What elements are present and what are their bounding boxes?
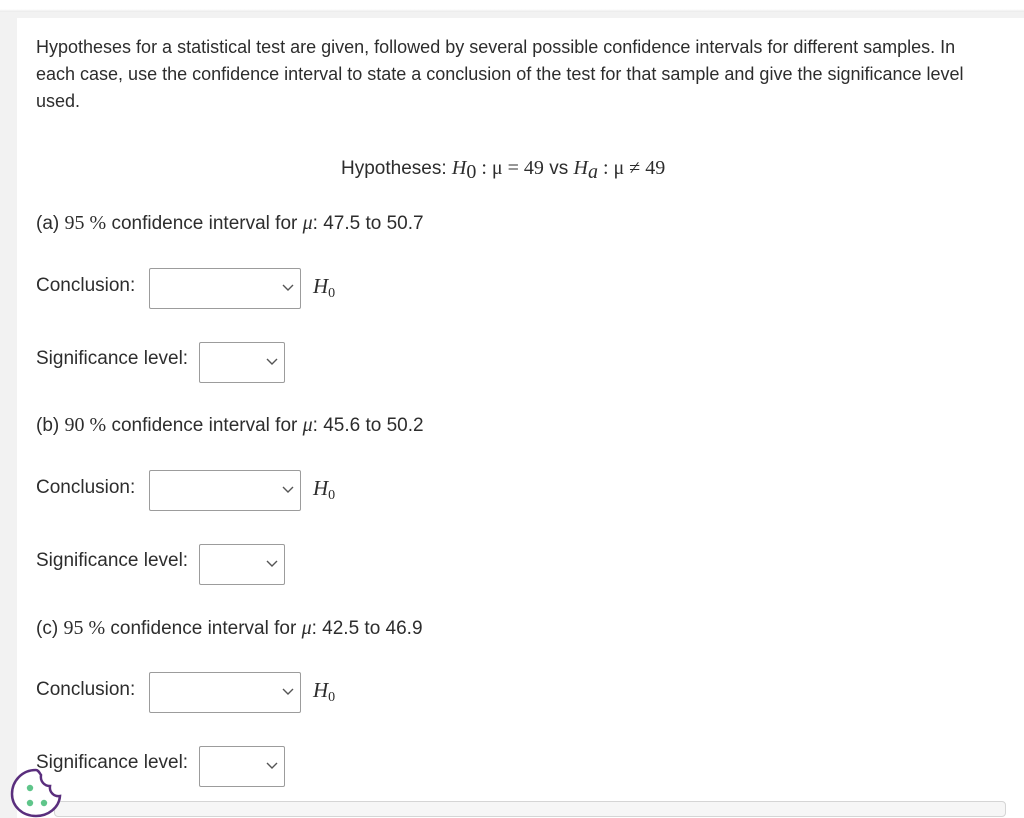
conclusion-label: Conclusion: bbox=[36, 275, 136, 296]
cookie-icon[interactable] bbox=[8, 766, 64, 818]
h0-symbol: H bbox=[313, 274, 329, 298]
part-letter: (b) bbox=[36, 415, 65, 436]
h0-symbol: H bbox=[313, 476, 329, 500]
part-letter: (a) bbox=[36, 213, 65, 234]
part-c-significance-select[interactable] bbox=[199, 746, 285, 787]
interval-text: confidence interval for bbox=[106, 213, 303, 234]
part-a-conclusion-select[interactable] bbox=[149, 268, 301, 309]
mu-symbol: μ bbox=[302, 414, 313, 436]
hypotheses-vs: vs bbox=[543, 158, 574, 179]
chevron-down-icon bbox=[281, 280, 295, 294]
chevron-down-icon bbox=[265, 556, 279, 570]
significance-label: Significance level: bbox=[36, 348, 189, 369]
part-a-significance-select[interactable] bbox=[199, 342, 285, 383]
part-c-conclusion-select[interactable] bbox=[149, 672, 301, 713]
question-card bbox=[17, 18, 1024, 818]
part-b-significance-select[interactable] bbox=[199, 544, 285, 585]
interval-text: confidence interval for bbox=[105, 618, 302, 639]
h0-reference bbox=[313, 274, 335, 299]
significance-label: Significance level: bbox=[36, 550, 189, 571]
chevron-down-icon bbox=[281, 684, 295, 698]
confidence-percent: 95 % bbox=[64, 212, 107, 234]
h0-symbol: H bbox=[313, 678, 329, 702]
top-shadow-bar bbox=[0, 0, 1024, 12]
chevron-down-icon bbox=[265, 758, 279, 772]
ha-subscript: a bbox=[587, 161, 598, 183]
interval-text: confidence interval for bbox=[106, 415, 303, 436]
conclusion-label: Conclusion: bbox=[36, 477, 136, 498]
question-intro: Hypotheses for a statistical test are given, followed by several possible confidence intervals for different samples. In each case, use the confidence interval to state a conclusion of the test for that sample and give the significance level used. bbox=[36, 37, 964, 111]
ha-symbol: H bbox=[573, 157, 588, 179]
h0-subscript: 0 bbox=[466, 161, 477, 183]
interval-range: : 47.5 to 50.7 bbox=[312, 213, 424, 234]
h0-subscript: 0 bbox=[328, 690, 336, 705]
h0-symbol: H bbox=[451, 157, 467, 179]
part-letter: (c) bbox=[36, 618, 64, 639]
h0-subscript: 0 bbox=[328, 488, 336, 503]
confidence-percent: 90 % bbox=[64, 414, 107, 436]
interval-range: : 42.5 to 46.9 bbox=[311, 618, 423, 639]
chevron-down-icon bbox=[265, 354, 279, 368]
mu-symbol: μ bbox=[302, 212, 313, 234]
mu-symbol: μ bbox=[301, 617, 312, 639]
h0-subscript: 0 bbox=[328, 286, 336, 301]
hypotheses-line bbox=[341, 157, 666, 183]
h0-reference bbox=[313, 678, 335, 703]
hypotheses-prefix: Hypotheses: bbox=[341, 158, 452, 179]
h0-statement: : μ = 49 bbox=[476, 157, 544, 179]
part-b-prompt bbox=[36, 414, 424, 437]
part-a-prompt bbox=[36, 212, 424, 235]
confidence-percent: 95 % bbox=[63, 617, 106, 639]
ha-statement: : μ ≠ 49 bbox=[597, 157, 666, 179]
bottom-panel-edge bbox=[54, 801, 1006, 817]
part-c-prompt bbox=[36, 617, 423, 640]
chevron-down-icon bbox=[281, 482, 295, 496]
conclusion-label: Conclusion: bbox=[36, 679, 136, 700]
interval-range: : 45.6 to 50.2 bbox=[312, 415, 424, 436]
significance-label: Significance level: bbox=[36, 752, 189, 773]
part-b-conclusion-select[interactable] bbox=[149, 470, 301, 511]
h0-reference bbox=[313, 476, 335, 501]
